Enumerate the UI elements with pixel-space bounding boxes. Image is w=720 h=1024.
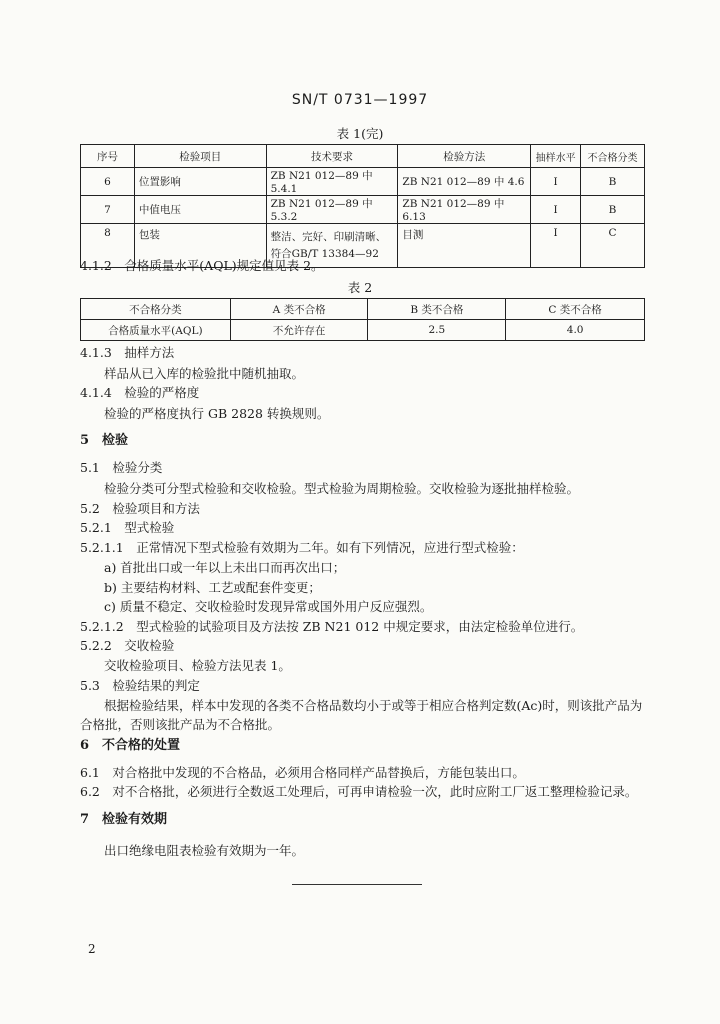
table1-cell: ZB N21 012—89 中 5.4.1 (266, 168, 398, 196)
table1-cell: I (531, 168, 581, 196)
table2-header-cell: B 类不合格 (368, 299, 506, 320)
table2-header-cell: 不合格分类 (81, 299, 231, 320)
text-line: 检验的严格度执行 GB 2828 转换规则。 (104, 406, 330, 421)
clause-4-1-2: 4.1.2 合格质量水平(AQL)规定值见表 2。 (80, 258, 324, 273)
table1-header-row (81, 145, 645, 168)
table1-header-cell: 检验项目 (134, 145, 266, 168)
table1-header-cell: 不合格分类 (581, 145, 645, 168)
table1-header-cell: 序号 (81, 145, 135, 168)
text-line: 合格批，否则该批产品为不合格批。 (80, 717, 281, 732)
table1-cell: ZB N21 012—89 中 6.13 (398, 196, 531, 224)
table2-header-cell: C 类不合格 (506, 299, 645, 320)
text-line: 5.1 检验分类 (80, 460, 163, 475)
table1-cell: ZB N21 012—89 中 5.3.2 (266, 196, 398, 224)
text-line: 检验分类可分型式检验和交收检验。型式检验为周期检验。交收检验为逐批抽样检验。 (104, 481, 580, 496)
text-line: 5.2.2 交收检验 (80, 638, 175, 653)
text-line: c) 质量不稳定、交收检验时发现异常或国外用户反应强烈。 (104, 599, 433, 614)
table1-cell: 位置影响 (134, 168, 266, 196)
text-line: 5.2 检验项目和方法 (80, 501, 200, 516)
end-rule (292, 884, 422, 885)
text-line: 出口绝缘电阻表检验有效期为一年。 (104, 843, 305, 858)
table2-cell: 不允许存在 (230, 320, 368, 341)
table1-cell: 整洁、完好、印刷清晰、符合GB/T 13384—92 (266, 224, 398, 268)
table1-cell: 6 (81, 168, 135, 196)
table2-header-cell: A 类不合格 (230, 299, 368, 320)
text-line: 6 不合格的处置 (80, 738, 181, 753)
table1-cell: I (531, 196, 581, 224)
text-line: b) 主要结构材料、工艺或配套件变更； (104, 580, 321, 595)
table-row (81, 196, 645, 224)
table1-cell: 7 (81, 196, 135, 224)
table2-caption: 表 2 (347, 280, 373, 295)
table1-cell: I (531, 224, 581, 268)
text-line: a) 首批出口或一年以上未出口而再次出口； (104, 560, 346, 575)
text-line: 4.1.4 检验的严格度 (80, 385, 200, 400)
table2-header-row (81, 299, 645, 320)
table1-cell: 8 (81, 224, 135, 268)
table1-cell: C (581, 224, 645, 268)
text-line: 样品从已入库的检验批中随机抽取。 (104, 366, 305, 381)
table2-cell: 4.0 (506, 320, 645, 341)
table1-cell: B (581, 196, 645, 224)
page-number: 2 (88, 942, 96, 956)
table-row (81, 320, 645, 341)
text-line: 5.3 检验结果的判定 (80, 678, 200, 693)
text-line: 5.2.1 型式检验 (80, 520, 175, 535)
table2-cell: 2.5 (368, 320, 506, 341)
text-line: 6.2 对不合格批，必须进行全数返工处理后，可再申请检验一次，此时应附工厂返工整理检验记录。 (80, 784, 638, 799)
table1-cell: 目测 (398, 224, 531, 268)
table1-header-cell: 抽样水平 (531, 145, 581, 168)
text-line: 5.2.1.1 正常情况下型式检验有效期为二年。如有下列情况，应进行型式检验： (80, 540, 524, 555)
text-line: 5 检验 (80, 433, 129, 448)
text-line: 4.1.3 抽样方法 (80, 345, 175, 360)
text-line: 6.1 对合格批中发现的不合格品，必须用合格同样产品替换后，方能包装出口。 (80, 765, 525, 780)
table-1 (80, 144, 645, 268)
table1-header-cell: 技术要求 (266, 145, 398, 168)
table2-cell: 合格质量水平(AQL) (81, 320, 231, 341)
table1-cell: B (581, 168, 645, 196)
table1-caption: 表 1(完) (336, 126, 384, 141)
page-header: SN/T 0731—1997 (291, 92, 429, 108)
text-line: 7 检验有效期 (80, 812, 168, 827)
text-line: 5.2.1.2 型式检验的试验项目及方法按 ZB N21 012 中规定要求，由法定检验单位进行。 (80, 619, 584, 634)
table-2 (80, 298, 645, 341)
table1-header-cell: 检验方法 (398, 145, 531, 168)
text-line: 根据检验结果，样本中发现的各类不合格品数均小于或等于相应合格判定数(Ac)时，则该批产品为 (104, 698, 643, 713)
table-row (81, 168, 645, 196)
table1-cell: ZB N21 012—89 中 4.6 (398, 168, 531, 196)
table1-cell: 中值电压 (134, 196, 266, 224)
text-line: 交收检验项目、检验方法见表 1。 (104, 658, 291, 673)
table1-cell: 包装 (134, 224, 266, 268)
